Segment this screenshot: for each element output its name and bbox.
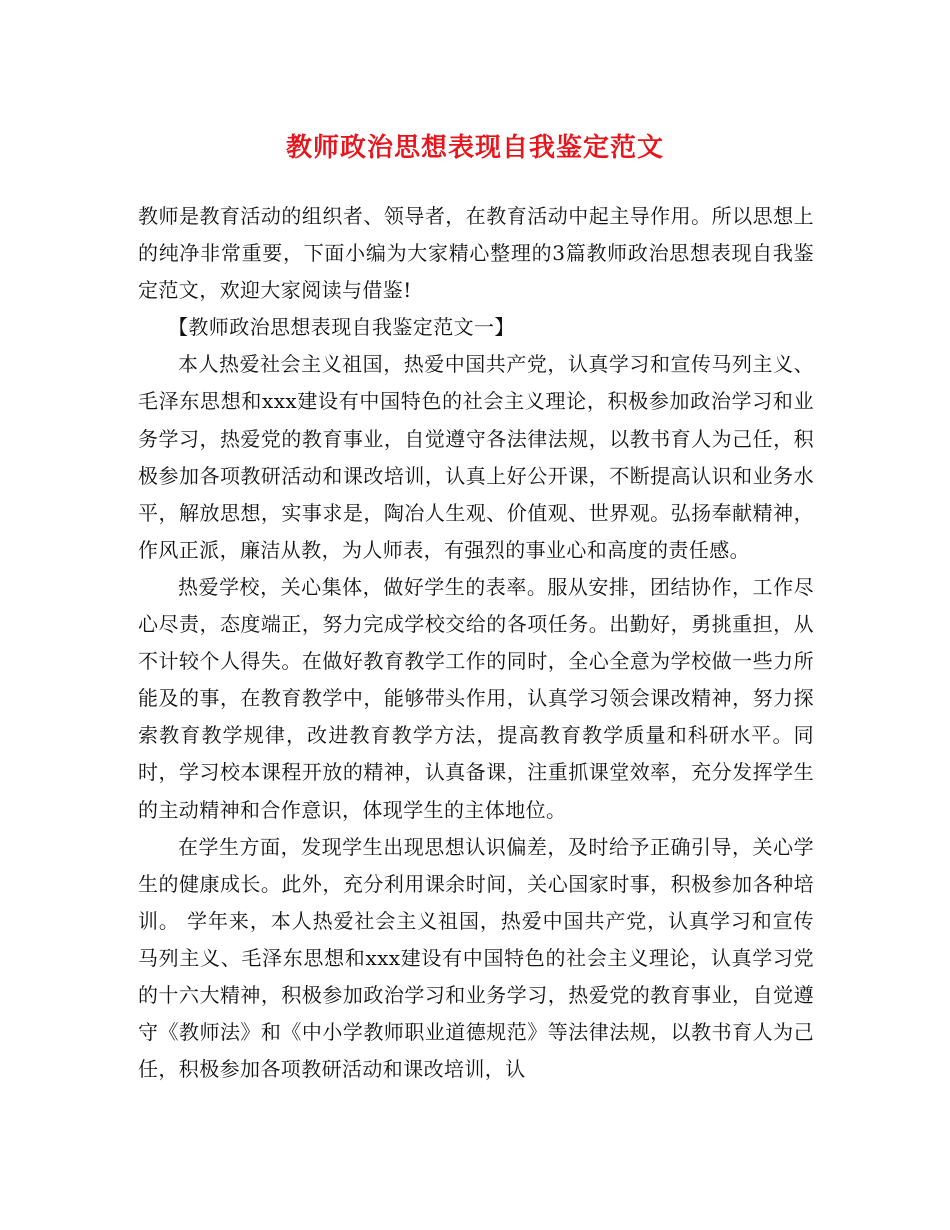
document-body [138, 198, 814, 1088]
body-paragraph-2: 热爱学校，关心集体，做好学生的表率。服从安排，团结协作，工作尽心尽责，态度端正，努力完成学校交给的各项任务。出勤好，勇挑重担，从不计较个人得失。在做好教育教学工作的同时，全心全意为学校做一些力所能及的事，在教育教学中，能够带头作用，认真学习领会课改精神，努力探索教育教学规律，改进教育教学方法，提高教育教学质量和科研水平。同时，学习校本课程开放的精神，认真备课，注重抓课堂效率，充分发挥学生的主动精神和合作意识，体现学生的主体地位。 [138, 574, 814, 822]
section-heading: 【教师政治思想表现自我鉴定范文一】 [168, 315, 515, 340]
body-paragraph-1: 本人热爱社会主义祖国，热爱中国共产党，认真学习和宣传马列主义、毛泽东思想和xxx建设有中国特色的社会主义理论，积极参加政治学习和业务学习，热爱党的教育事业，自觉遵守各法律法规，以教书育人为己任，积极参加各项教研活动和课改培训，认真上好公开课，不断提高认识和业务水平，解放思想，实事求是，陶冶人生观、价值观、世界观。弘扬奉献精神，作风正派，廉洁从教，为人师表，有强烈的事业心和高度的责任感。 [138, 352, 814, 562]
document-title: 教师政治思想表现自我鉴定范文 [285, 133, 664, 163]
intro-paragraph: 教师是教育活动的组织者、领导者，在教育活动中起主导作用。所以思想上的纯净非常重要，下面小编为大家精心整理的3篇教师政治思想表现自我鉴定范文，欢迎大家阅读与借鉴! [138, 204, 814, 303]
body-paragraph-3: 在学生方面，发现学生出现思想认识偏差，及时给予正确引导，关心学生的健康成长。此外，充分利用课余时间，关心国家时事，积极参加各种培训。 学年来，本人热爱社会主义祖国，热爱中国共产党，认真学习和宣传马列主义、毛泽东思想和xxx建设有中国特色的社会主义理论，认真学习党的十六大精神，积极参加政治学习和业务学习，热爱党的教育事业，自觉遵守《教师法》和《中小学教师职业道德规范》等法律法规，以教书育人为己任，积极参加各项教研活动和课改培训，认 [138, 834, 814, 1082]
